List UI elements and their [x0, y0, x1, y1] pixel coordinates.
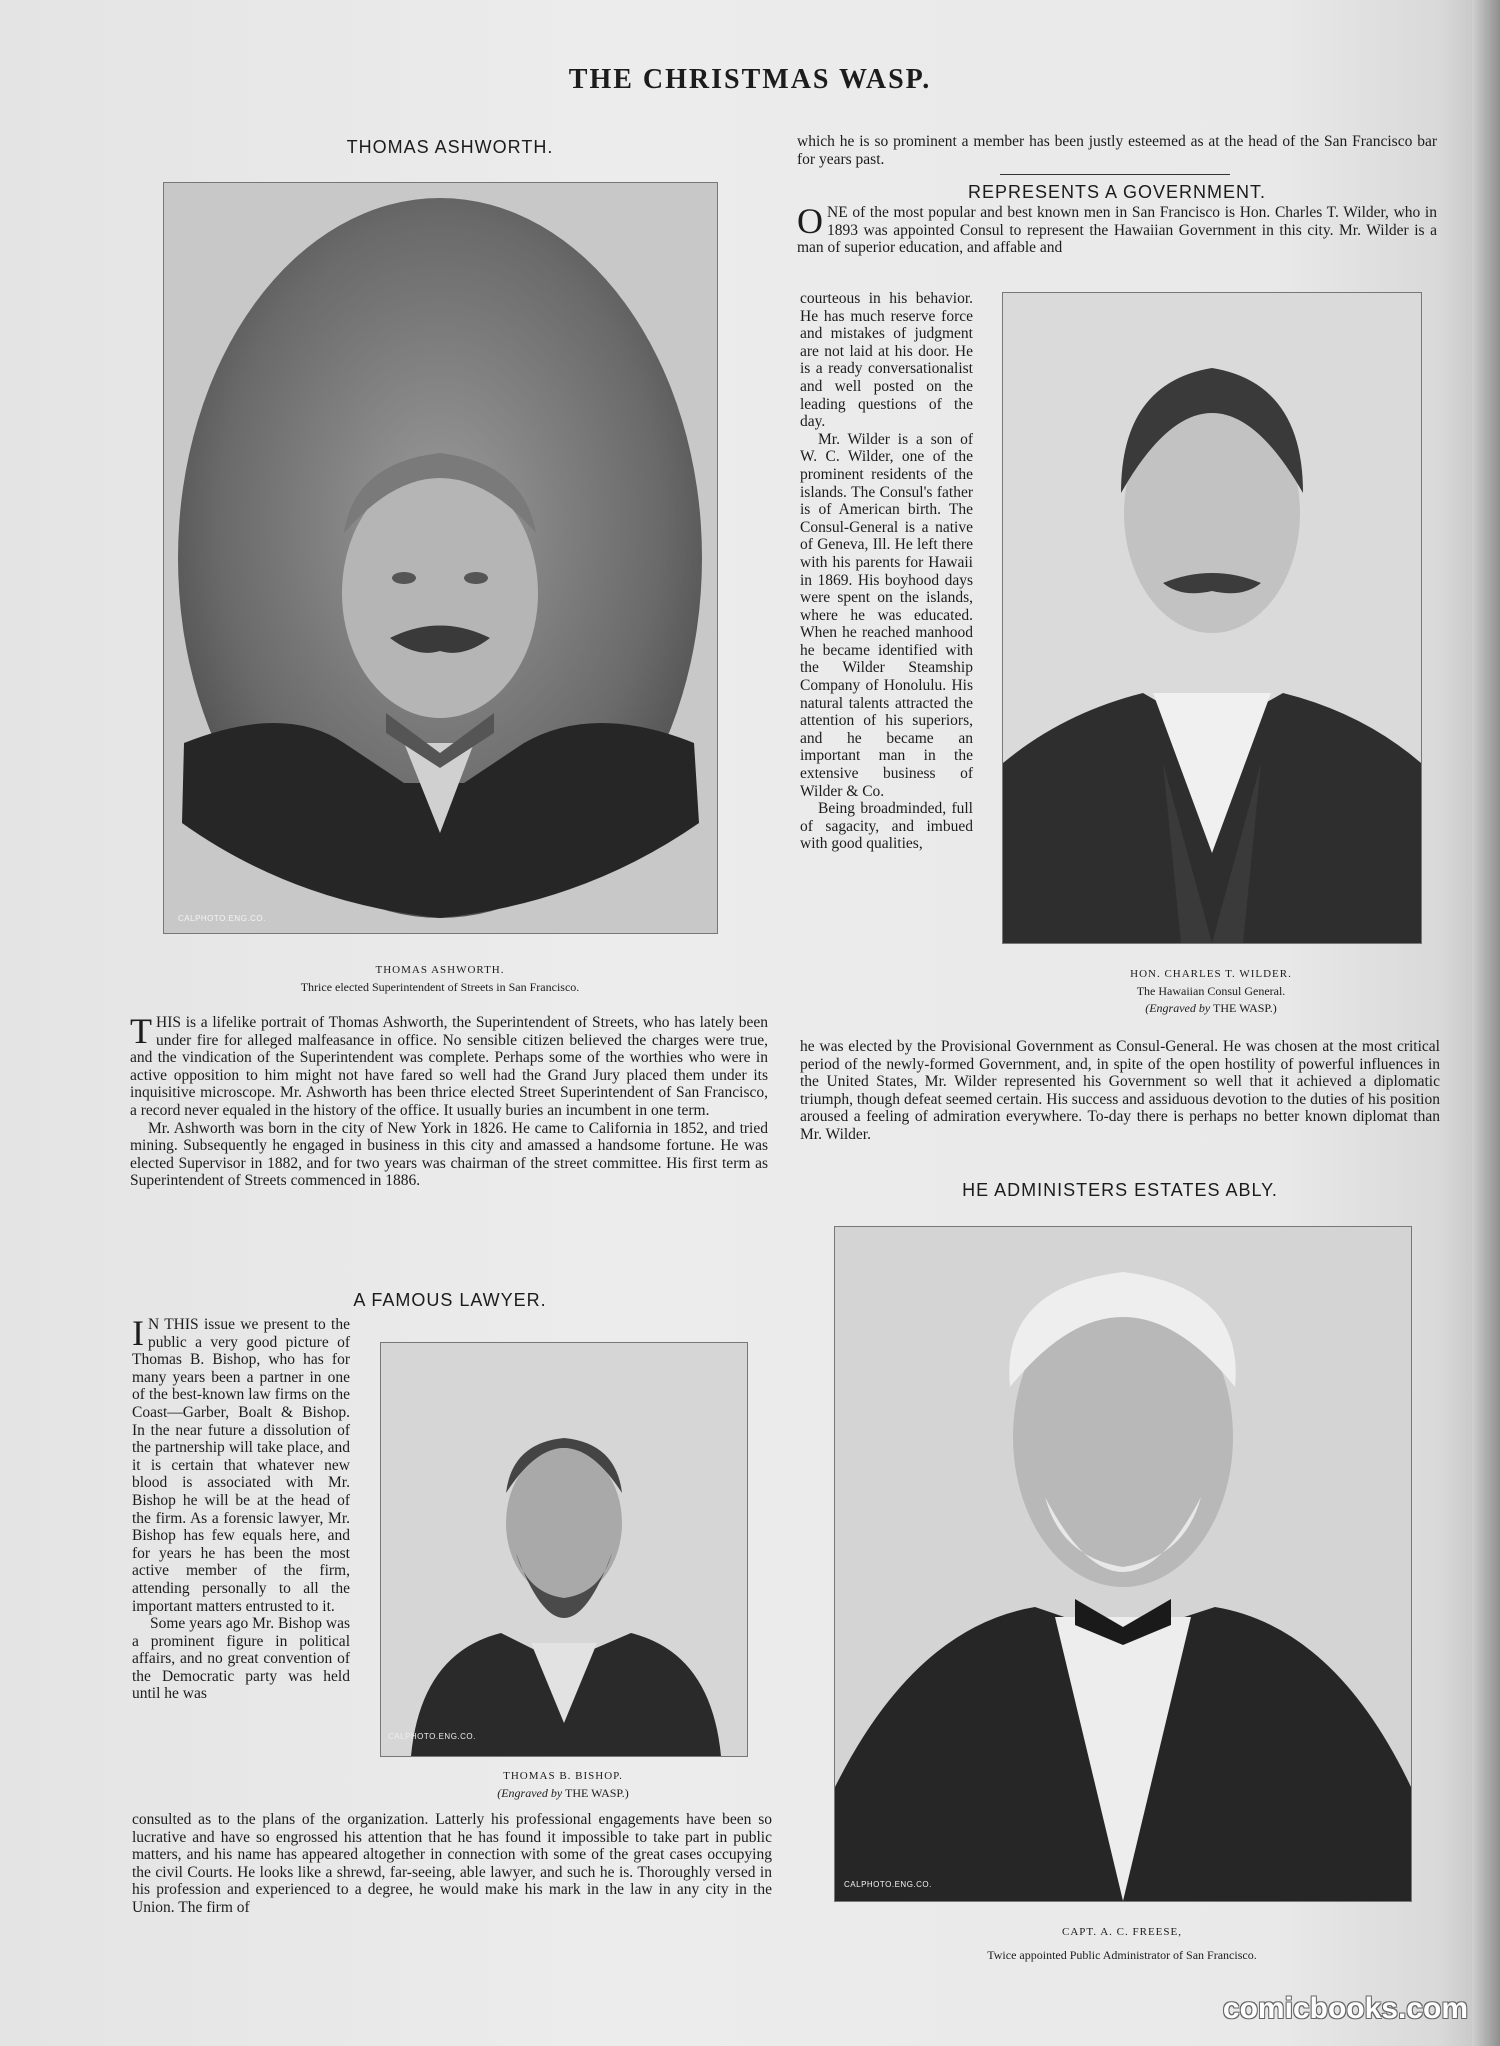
- dropcap-o: O: [797, 201, 823, 241]
- page-edge-shadow: [1472, 0, 1500, 2046]
- freese-portrait: [834, 1226, 1412, 1902]
- freese-caption-desc: Twice appointed Public Administrator of San Francisco.: [987, 1948, 1257, 1962]
- wilder-narrow-column: [800, 290, 973, 853]
- ashworth-article: [130, 1011, 768, 1190]
- freese-heading: HE ADMINISTERS ESTATES ABLY.: [962, 1180, 1278, 1200]
- bishop-para-1: N THIS issue we present to the public a very good picture of Thomas B. Bishop, who has for many years been a partner in one of the best-known law firms on the Coast—Garber, Boalt & Bishop. In the near future a dissolution of the partnership will take place, and it is certain that whatever new blood is associated with Mr. Bishop he will be at the head of the firm. As a forensic lawyer, Mr. Bishop has few equals here, and for years he has been the most active member of the firm, attending personally to all the important matters entrusted to it.: [132, 1316, 350, 1615]
- wilder-article-full: [800, 1038, 1440, 1144]
- wilder-intro-text: NE of the most popular and best known men in San Francisco is Hon. Charles T. Wilder, who in 1893 was appointed Consul to represent the Hawaiian Government in this city. Mr. Wilder is a man of superior education, and affable and: [797, 204, 1437, 257]
- bishop-para-2a: Some years ago Mr. Bishop was a prominent figure in political affairs, and no great convention of the Democratic party was held until he was: [132, 1615, 350, 1703]
- wilder-caption-engraved-prefix: (Engraved by: [1145, 1001, 1211, 1015]
- bishop-engraver-mark: CALPHOTO.ENG.CO.: [388, 1732, 476, 1741]
- bishop-article-full: [132, 1811, 772, 1917]
- watermark: comicbooks.com: [1222, 1992, 1468, 2025]
- ashworth-heading: THOMAS ASHWORTH.: [346, 137, 554, 157]
- ashworth-para-1: HIS is a lifelike portrait of Thomas Ashworth, the Superintendent of Streets, who has lately been under fire for alleged malfeasance in office. No sensible citizen believed the charges were true, and the vindication of the Superintendent was complete. Perhaps some of the worthies who were in active opposition to him might not have fared so well had the Grand Jury placed them under its inquisitive microscope. Mr. Ashworth has been thrice elected Street Superintendent of San Francisco, a record never equaled in the history of the office. It usually buries an incumbent in one term.: [130, 1014, 768, 1119]
- masthead: THE CHRISTMAS WASP.: [568, 64, 932, 95]
- bishop-caption: [380, 1768, 746, 1802]
- ashworth-portrait: [163, 182, 718, 934]
- bishop-caption-name: THOMAS B. BISHOP.: [503, 1770, 623, 1782]
- bishop-continued: [797, 133, 1437, 168]
- wilder-col-1: courteous in his behavior. He has much reserve force and mistakes of judgment are not laid at his door. He is a ready conversationalist and well posted on the leading questions of the day.: [800, 290, 973, 431]
- wilder-col-3: Being broadminded, full of sagacity, and imbued with good qualities,: [800, 800, 973, 853]
- bishop-portrait: [380, 1342, 748, 1757]
- ashworth-caption-desc: Thrice elected Superintendent of Streets in San Francisco.: [300, 980, 580, 994]
- wilder-col-2: Mr. Wilder is a son of W. C. Wilder, one of the prominent residents of the islands. The Consul's father is of American birth. The Consul-General is a native of Geneva, Ill. He left there with his parents for Hawaii in 1869. His boyhood days were spent on the islands, where he was educated. When he reached manhood he became identified with the Wilder Steamship Company of Honolulu. His natural talents attracted the attention of his superiors, and he became an important man in the extensive business of Wilder & Co.: [800, 430, 973, 800]
- freese-engraver-mark: CALPHOTO.ENG.CO.: [844, 1880, 932, 1889]
- ashworth-engraver-mark: CALPHOTO.ENG.CO.: [178, 914, 266, 923]
- wilder-intro: [797, 201, 1437, 257]
- section-divider: [1000, 174, 1230, 175]
- bishop-continued-text: which he is so prominent a member has been justly esteemed as at the head of the San Francisco bar for years past.: [797, 133, 1437, 168]
- wilder-portrait: [1002, 292, 1422, 944]
- bishop-caption-engraved-by: THE WASP.): [564, 1786, 629, 1800]
- bishop-caption-engraved-prefix: (Engraved by: [497, 1786, 563, 1800]
- ashworth-caption: [160, 962, 720, 996]
- bishop-article-column: [132, 1313, 350, 1703]
- bishop-heading: A FAMOUS LAWYER.: [353, 1290, 547, 1310]
- wilder-heading: REPRESENTS A GOVERNMENT.: [967, 182, 1267, 202]
- ashworth-caption-name: THOMAS ASHWORTH.: [375, 964, 505, 976]
- ashworth-para-2: Mr. Ashworth was born in the city of New York in 1826. He came to California in 1852, and tried mining. Subsequently he engaged in business in this city and amassed a handsome fortune. He was elected Supervisor in 1882, and for two years was chairman of the street committee. His first term as Superintendent of Streets commenced in 1886.: [130, 1119, 768, 1190]
- freese-caption-name: CAPT. A. C. FREESE,: [1062, 1926, 1182, 1938]
- freese-caption: [834, 1924, 1410, 1964]
- bishop-para-2b: consulted as to the plans of the organization. Latterly his professional engagements have been so lucrative and have so engrossed his attention that he has found it impossible to take part in public matters, and his name has appeared altogether in connection with some of the great cases occupying the civil Courts. He looks like a shrewd, far-seeing, able lawyer, and such he is. Thoroughly versed in his profession and experienced to a degree, he would make his mark in the law in any city in the Union. The firm of: [132, 1811, 772, 1916]
- dropcap-t: T: [130, 1011, 152, 1051]
- wilder-caption-name: HON. CHARLES T. WILDER.: [1130, 968, 1292, 980]
- wilder-caption-engraved-by: THE WASP.): [1212, 1001, 1277, 1015]
- wilder-caption: [1002, 966, 1420, 1017]
- wilder-caption-desc: The Hawaiian Consul General.: [1136, 984, 1286, 998]
- dropcap-i: I: [132, 1313, 144, 1353]
- wilder-full-text: he was elected by the Provisional Government as Consul-General. He was chosen at the most critical period of the newly-formed Government, and, in spite of the open hostility of powerful influences in the United States, Mr. Wilder represented his Government so well that it achieved a diplomatic triumph, though defeat seemed certain. His success and assiduous devotion to the duties of his position aroused a feeling of admiration everywhere. To-day there is perhaps no better known diplomat than Mr. Wilder.: [800, 1038, 1440, 1143]
